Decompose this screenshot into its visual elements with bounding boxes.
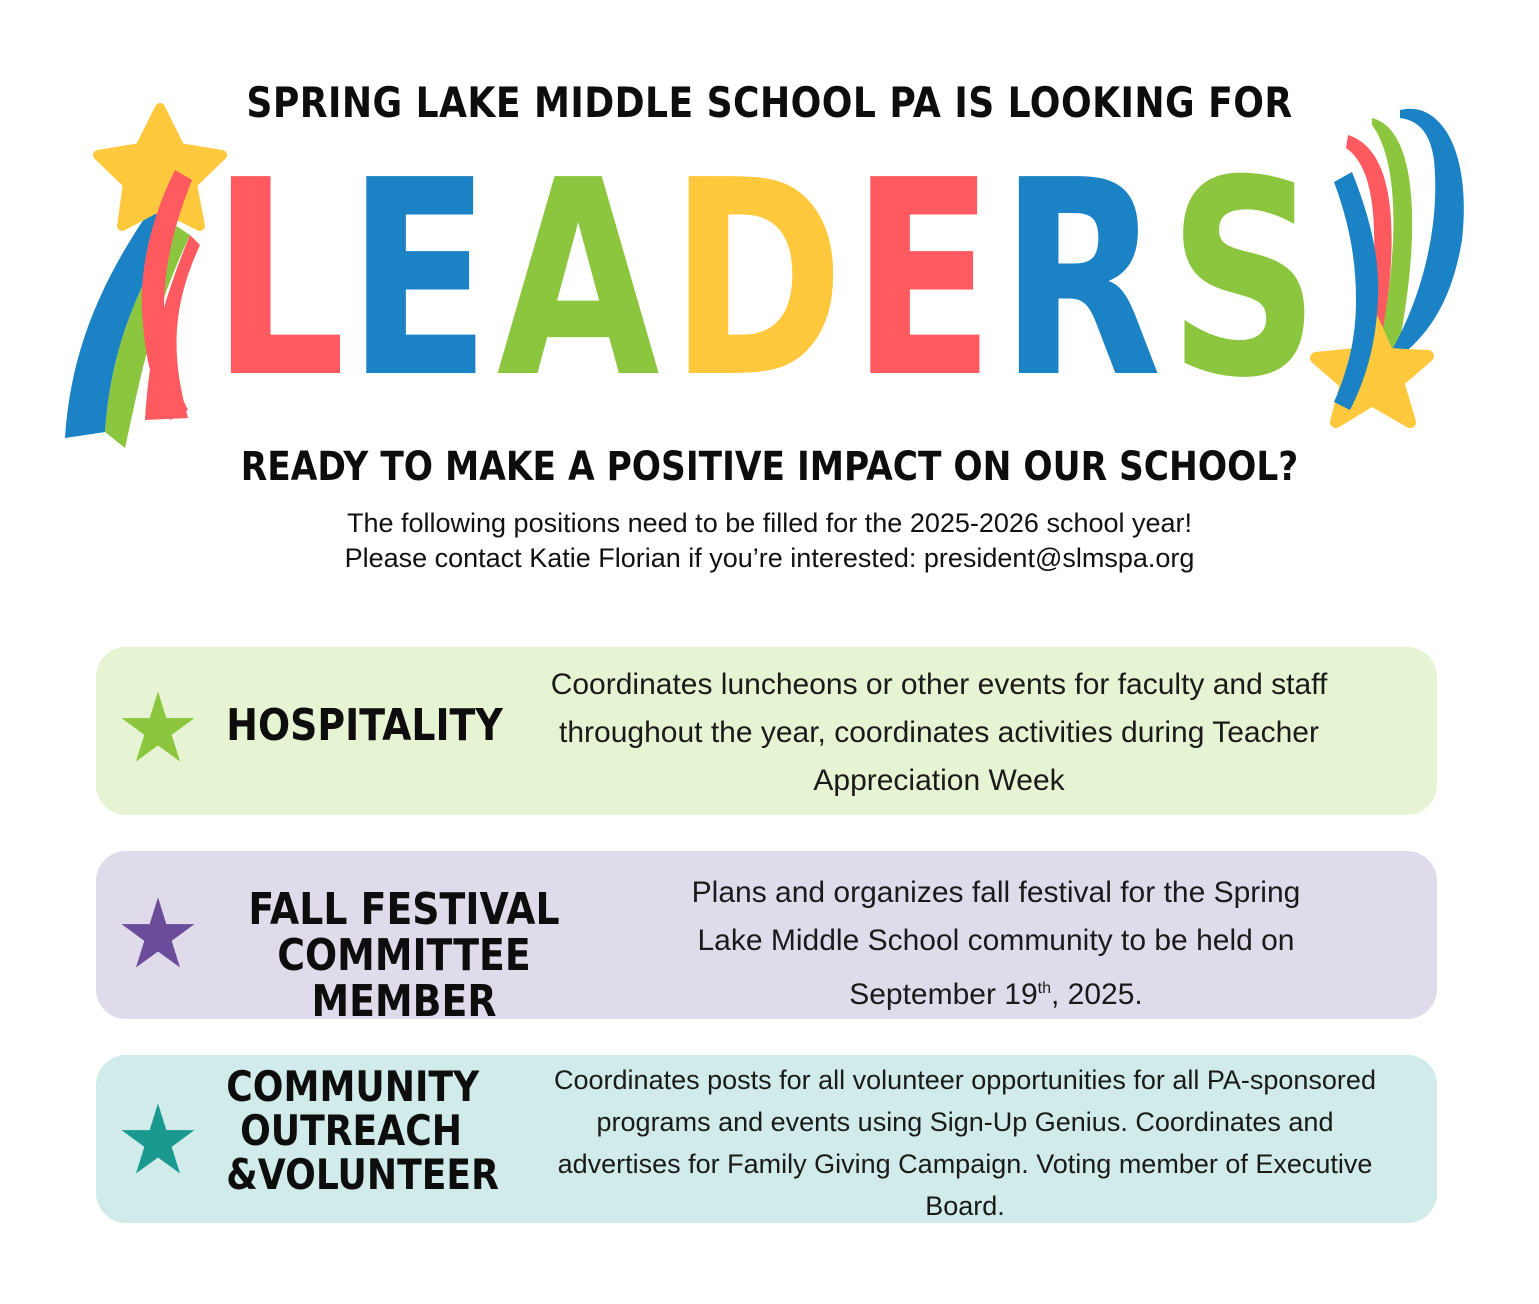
leaders-headline xyxy=(0,122,1539,437)
position-title: FALL FESTIVAL COMMITTEE MEMBER xyxy=(248,884,560,1028)
star-icon xyxy=(120,1103,196,1177)
position-title: HOSPITALITY xyxy=(226,700,503,751)
headline-letter: E xyxy=(850,122,1000,437)
intro-line-2: Please contact Katie Florian if you’re interested: president@slmspa.org xyxy=(344,543,1195,573)
headline-letter: D xyxy=(669,122,849,437)
headline-letter: A xyxy=(496,122,665,437)
kicker-heading: SPRING LAKE MIDDLE SCHOOL PA IS LOOKING FOR xyxy=(246,78,1293,127)
headline-letter: R xyxy=(999,122,1167,437)
position-description: Coordinates luncheons or other events for faculty and staff throughout the year, coordinates activities during Teacher Appreciation Week xyxy=(550,668,1328,797)
star-icon xyxy=(120,691,196,765)
position-card-hospitality xyxy=(96,647,1437,815)
position-title: COMMUNITY OUTREACH &VOLUNTEER xyxy=(226,1062,499,1200)
position-card-community-outreach xyxy=(96,1055,1437,1223)
position-description: Plans and organizes fall festival for the Spring Lake Middle School community to be held on September 19th, 2025. xyxy=(691,876,1301,1011)
star-icon xyxy=(120,897,196,971)
headline-letter: L xyxy=(211,122,351,437)
headline-letter: E xyxy=(347,122,496,437)
tagline: READY TO MAKE A POSITIVE IMPACT ON OUR SCHOOL? xyxy=(240,444,1299,490)
position-description: Coordinates posts for all volunteer opportunities for all PA-sponsored programs and events using Sign-Up Genius. Coordinates and advertises for Family Giving Campaign. Voting member of Executive Board. xyxy=(554,1065,1376,1221)
intro-line-1: The following positions need to be filled for the 2025-2026 school year! xyxy=(346,508,1193,538)
headline-letter: S xyxy=(1168,122,1325,437)
position-card-fall-festival xyxy=(96,851,1437,1028)
